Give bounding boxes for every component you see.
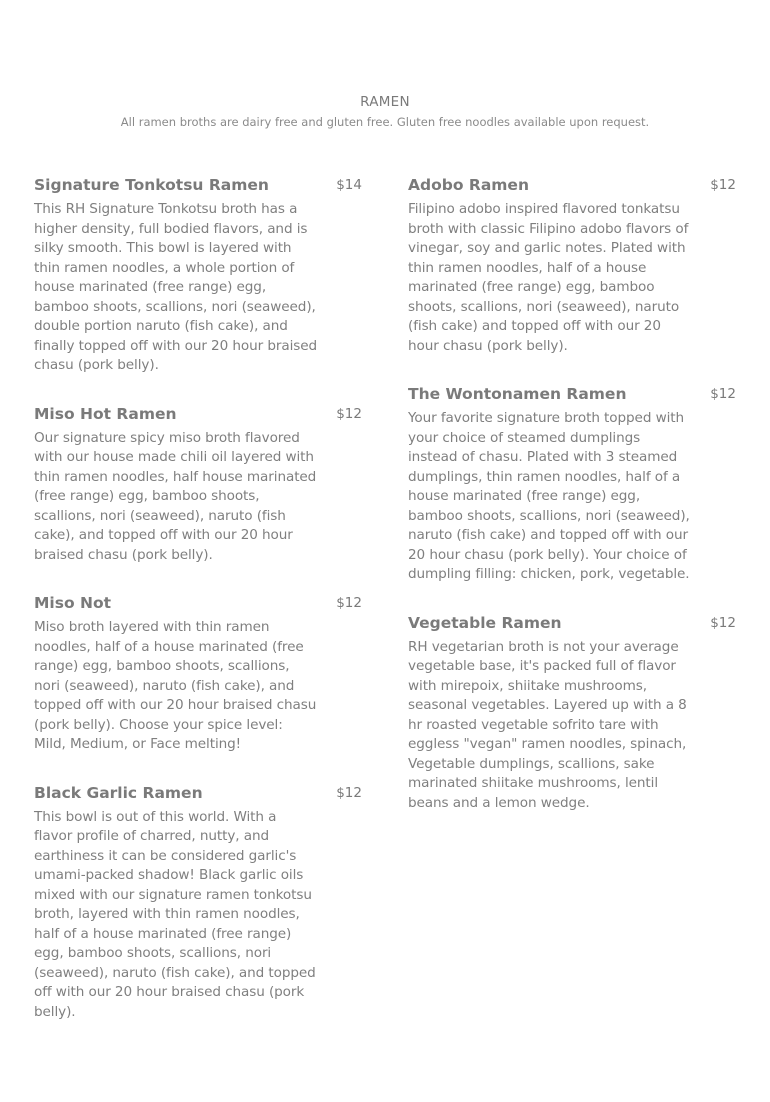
menu-item-price: $12: [710, 614, 736, 631]
menu-item-name: The Wontonamen Ramen: [408, 385, 627, 403]
menu-item-name: Signature Tonkotsu Ramen: [34, 176, 269, 194]
menu-item-description: RH vegetarian broth is not your average vegetable base, it's packed full of flavor with mirepoix, shiitake mushrooms, seasonal vegetables. Layered up with a 8 hr roasted vegetable sofrito tare with eggless "vegan" ramen noodles, spinach, Vegetable dumplings, scallions, sake marinated shiitake mushrooms, lentil beans and a lemon wedge.: [408, 638, 687, 811]
menu-item-description: Filipino adobo inspired flavored tonkatsu broth with classic Filipino adobo flavors of vinegar, soy and garlic notes. Plated with thin ramen noodles, half of a house marinated (free range) egg, bamboo shoots, scallions, nori (seaweed), naruto (fish cake) and topped off with our 20 hour chasu (pork belly).: [408, 201, 689, 354]
menu-item: [34, 174, 362, 376]
menu-item-description: This bowl is out of this world. With a flavor profile of charred, nutty, and earthiness it can be considered garlic's umami-packed shadow! Black garlic oils mixed with our signature ramen tonkotsu broth, layered with thin ramen noodles, half of a house marinated (free range) egg, bamboo shoots, scallions, nori (seaweed), naruto (fish cake), and topped off with our 20 hour braised chasu (pork belly).: [34, 808, 316, 1020]
menu-item: [34, 782, 362, 1023]
menu-item: [408, 383, 736, 585]
menu-item-price: $12: [710, 386, 736, 402]
menu-item-header: [34, 174, 362, 197]
menu-item: [34, 403, 362, 566]
menu-column-right: [408, 174, 736, 840]
menu-item-name: Vegetable Ramen: [408, 613, 562, 632]
section-note: All ramen broths are dairy free and gluten free. Gluten free noodles available upon request.: [120, 115, 650, 129]
menu-item-price: $12: [336, 595, 362, 611]
menu-item-name: Miso Not: [34, 594, 112, 612]
menu-item: [408, 174, 736, 356]
menu-item-price: $12: [336, 405, 362, 422]
menu-item-description: Your favorite signature broth topped with your choice of steamed dumplings instead of chasu. Plated with 3 steamed dumplings, thin ramen noodles, half of a house marinated (free range) egg, bamboo shoots, scallions, nori (seaweed), naruto (fish cake) and topped off with our 20 hour chasu (pork belly). Your choice of dumpling filling: chicken, pork, vegetable.: [408, 410, 690, 582]
menu-item-description: Our signature spicy miso broth flavored with our house made chili oil layered with thin ramen noodles, half house marinated (free range) egg, bamboo shoots, scallions, nori (seaweed), naruto (fish cake), and topped off with our 20 hour braised chasu (pork belly).: [34, 429, 317, 563]
section-title: RAMEN: [360, 94, 410, 110]
menu-item-description: Miso broth layered with thin ramen noodles, half of a house marinated (free range) egg, bamboo shoots, scallions, nori (seaweed), naruto (fish cake), and topped off with our 20 hour braised chasu (pork belly). Choose your spice level: Mild, Medium, or Face melting!: [34, 619, 317, 752]
menu-item-header: [34, 592, 362, 615]
menu-item-header: [408, 612, 736, 635]
menu-item-header: [408, 174, 736, 197]
menu-item-name: Miso Hot Ramen: [34, 404, 177, 423]
menu-column-left: [34, 174, 362, 1049]
section-header: [0, 92, 770, 131]
menu-item-price: $12: [710, 177, 736, 193]
menu-item-price: $12: [336, 784, 362, 801]
menu-item-header: [34, 403, 362, 426]
menu-item: [34, 592, 362, 755]
menu-item-name: Adobo Ramen: [408, 176, 529, 194]
menu-item-description: This RH Signature Tonkotsu broth has a higher density, full bodied flavors, and is silky smooth. This bowl is layered with thin ramen noodles, a whole portion of house marinated (free range) egg, bamboo shoots, scallions, nori (seaweed), double portion naruto (fish cake), and finally topped off with our 20 hour braised chasu (pork belly).: [34, 201, 318, 373]
menu-item-header: [34, 782, 362, 805]
menu-item-name: Black Garlic Ramen: [34, 783, 203, 802]
menu-item: [408, 612, 736, 814]
menu-item-price: $14: [336, 177, 362, 193]
menu-item-header: [408, 383, 736, 406]
